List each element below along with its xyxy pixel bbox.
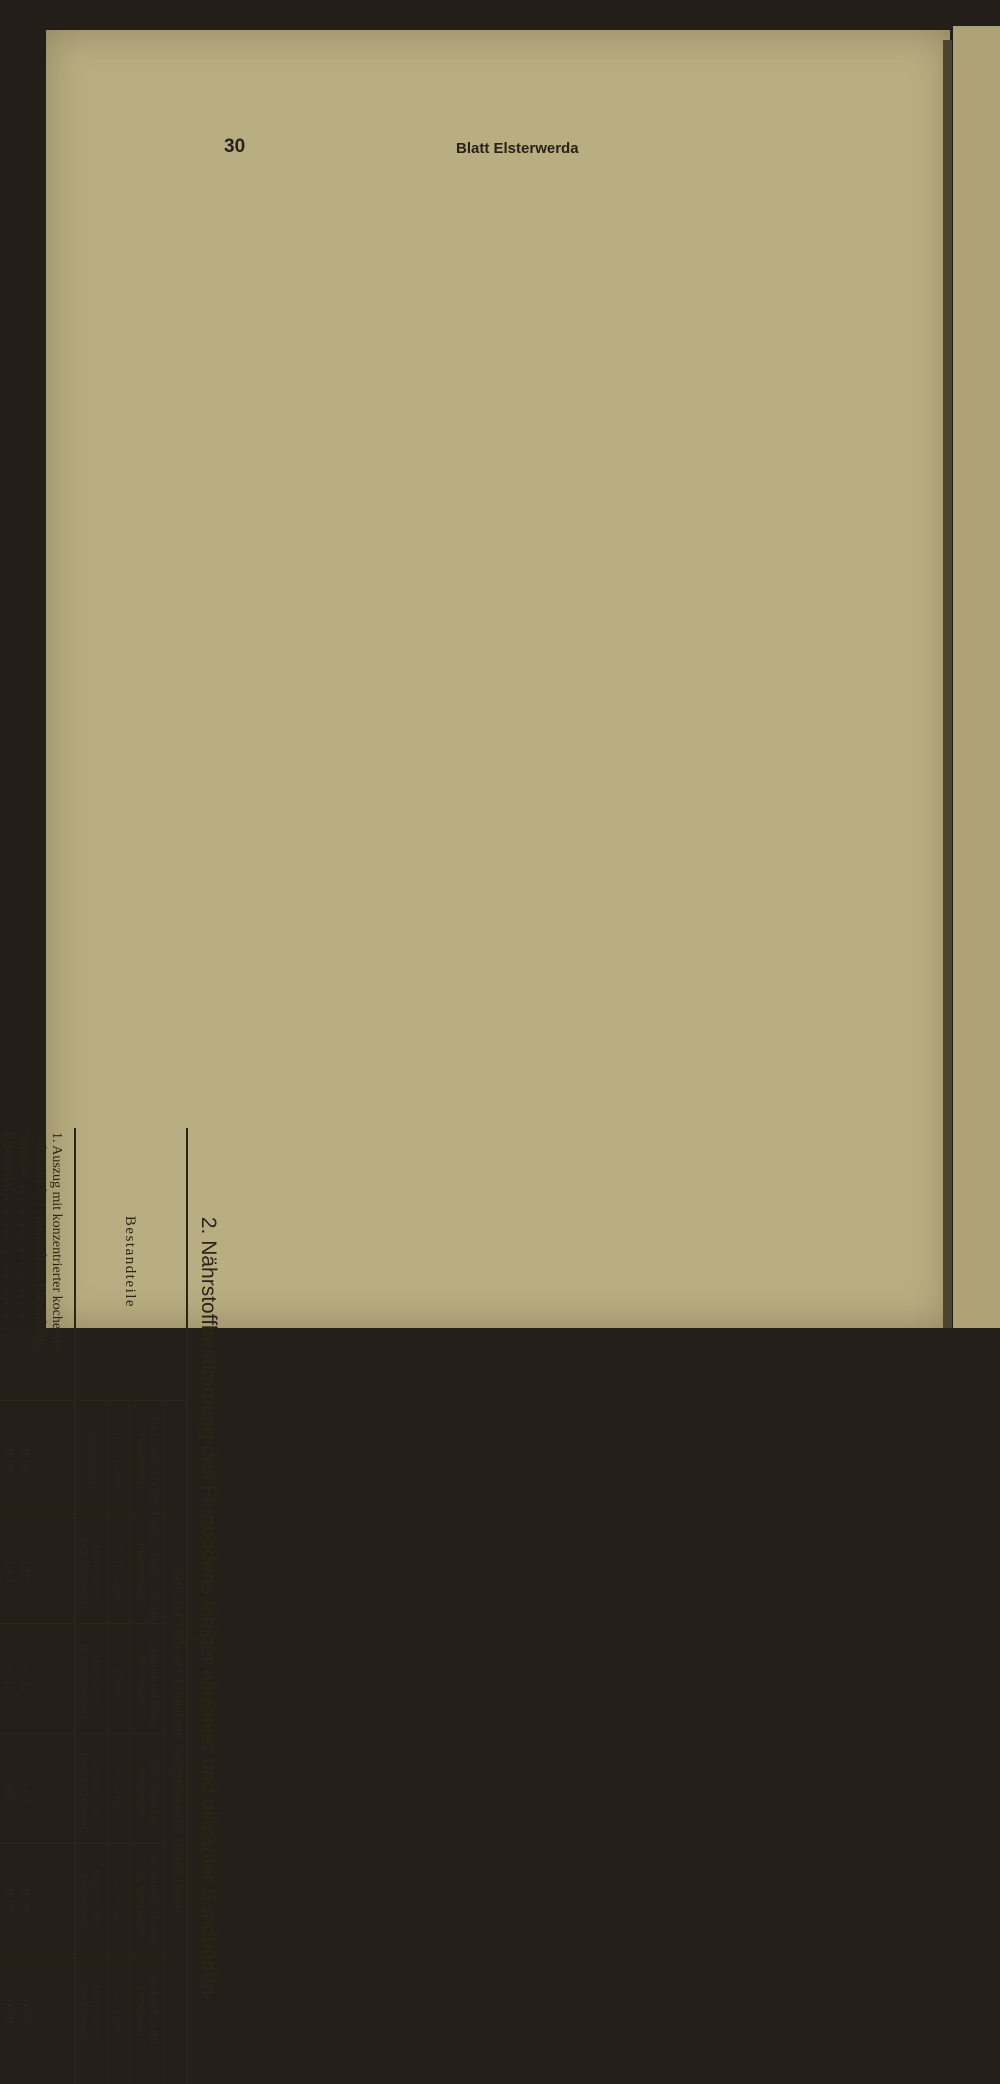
column-depth: 2—3 dm — [112, 1881, 124, 1921]
column-soil: Alluvialsand — [86, 1432, 98, 1490]
leader-dots: . . . . . . . . . . . — [17, 1177, 32, 1321]
column-depth: 20 dm — [112, 1667, 124, 1695]
header-group-label: Ort und Tiefe der Entnahme. Geognostische Bezeichnung — [170, 1570, 186, 1917]
column-soil: Älterer diluv. Beckensand — [78, 1981, 102, 2041]
facing-page-edge — [953, 26, 1000, 1328]
column-depth: 2—3 dm — [112, 1991, 124, 2031]
column-location: Sandgrube bei Rolitz (Bl. Jessen) — [136, 1634, 160, 1728]
column-soil: Älterer diluv. Hochflächensand — [78, 1752, 102, 1830]
column-soil: Älterer diluv. Hochflächensand — [78, 1532, 102, 1610]
row-label-text: Tonerde — [17, 1132, 32, 1178]
table-cell: 0,76 — [17, 1888, 32, 1914]
table-cell: 0,62 — [1, 1888, 16, 1914]
column-depth: 0—2 dm — [112, 1771, 124, 1811]
table-cell: 0,53 — [17, 1778, 32, 1804]
row-label-text: Eisenoxyd — [1, 1132, 16, 1192]
row-label — [0, 1132, 16, 1334]
table-cell: 0,60 — [1, 1998, 16, 2024]
rule-label-column — [0, 1400, 188, 1401]
running-head: Blatt Elsterwerda — [456, 140, 579, 157]
table-cell: 0,80 — [1, 1778, 16, 1804]
page-number: 30 — [224, 136, 246, 157]
column-depth: 0,5—1,5 dm — [112, 1433, 124, 1489]
row-header-label: Bestandteile — [122, 1215, 138, 1309]
column-location: bei Elsterwerda (Bl. Elsterwerda) — [136, 1416, 160, 1506]
table-cell: 1,07 — [17, 1558, 32, 1584]
rule-under-depth — [107, 1403, 108, 2084]
rule-under-header — [74, 1128, 76, 2084]
column-location: Grube Berta (Bl. Kletitwitz) — [136, 1754, 160, 1828]
table-cell: 0,69 — [17, 1998, 32, 2024]
section-heading-1: 1. Auszug mit konzentrierter kochender Salzsäure bei einstündiger Einwirkung: — [33, 1132, 64, 1354]
column-location: westlich Rückersdorf (Bl. Oppelhain) — [136, 1854, 160, 1948]
rule-header-group — [164, 1403, 165, 2084]
table-cell: 0,13 — [1, 1668, 16, 1694]
table-cell: 0,63 — [1, 1448, 16, 1474]
book-gutter — [943, 40, 952, 1328]
column-location: bei Lindena (Bl. Oppelhain) — [136, 1975, 160, 2047]
table-title: 2. Nährstoffbestimmung des Feinbodens einiger alluvialer und diluvialer Sandböden — [197, 1216, 220, 1996]
column-location: südlich Elsterwerda (Bl. Elsterwerda) — [136, 1517, 160, 1625]
leader-dots: . . . . . . . . . . . — [1, 1191, 16, 1335]
row-label — [16, 1132, 32, 1321]
table-cell: 0,22 — [17, 1668, 32, 1694]
table-cell: 0,68 — [17, 1448, 32, 1474]
rule-top — [186, 1128, 188, 2084]
rule-under-location — [129, 1403, 130, 2084]
column-depth: 0—0,15 dm — [112, 1544, 124, 1598]
column-soil: Jüngerer diluv. Beckensand — [78, 1868, 102, 1934]
rotated-table — [0, 1128, 228, 2084]
column-soil: Älterer diluv. Hochflächensand — [78, 1642, 102, 1720]
table-cell: 1,14 — [1, 1558, 16, 1584]
